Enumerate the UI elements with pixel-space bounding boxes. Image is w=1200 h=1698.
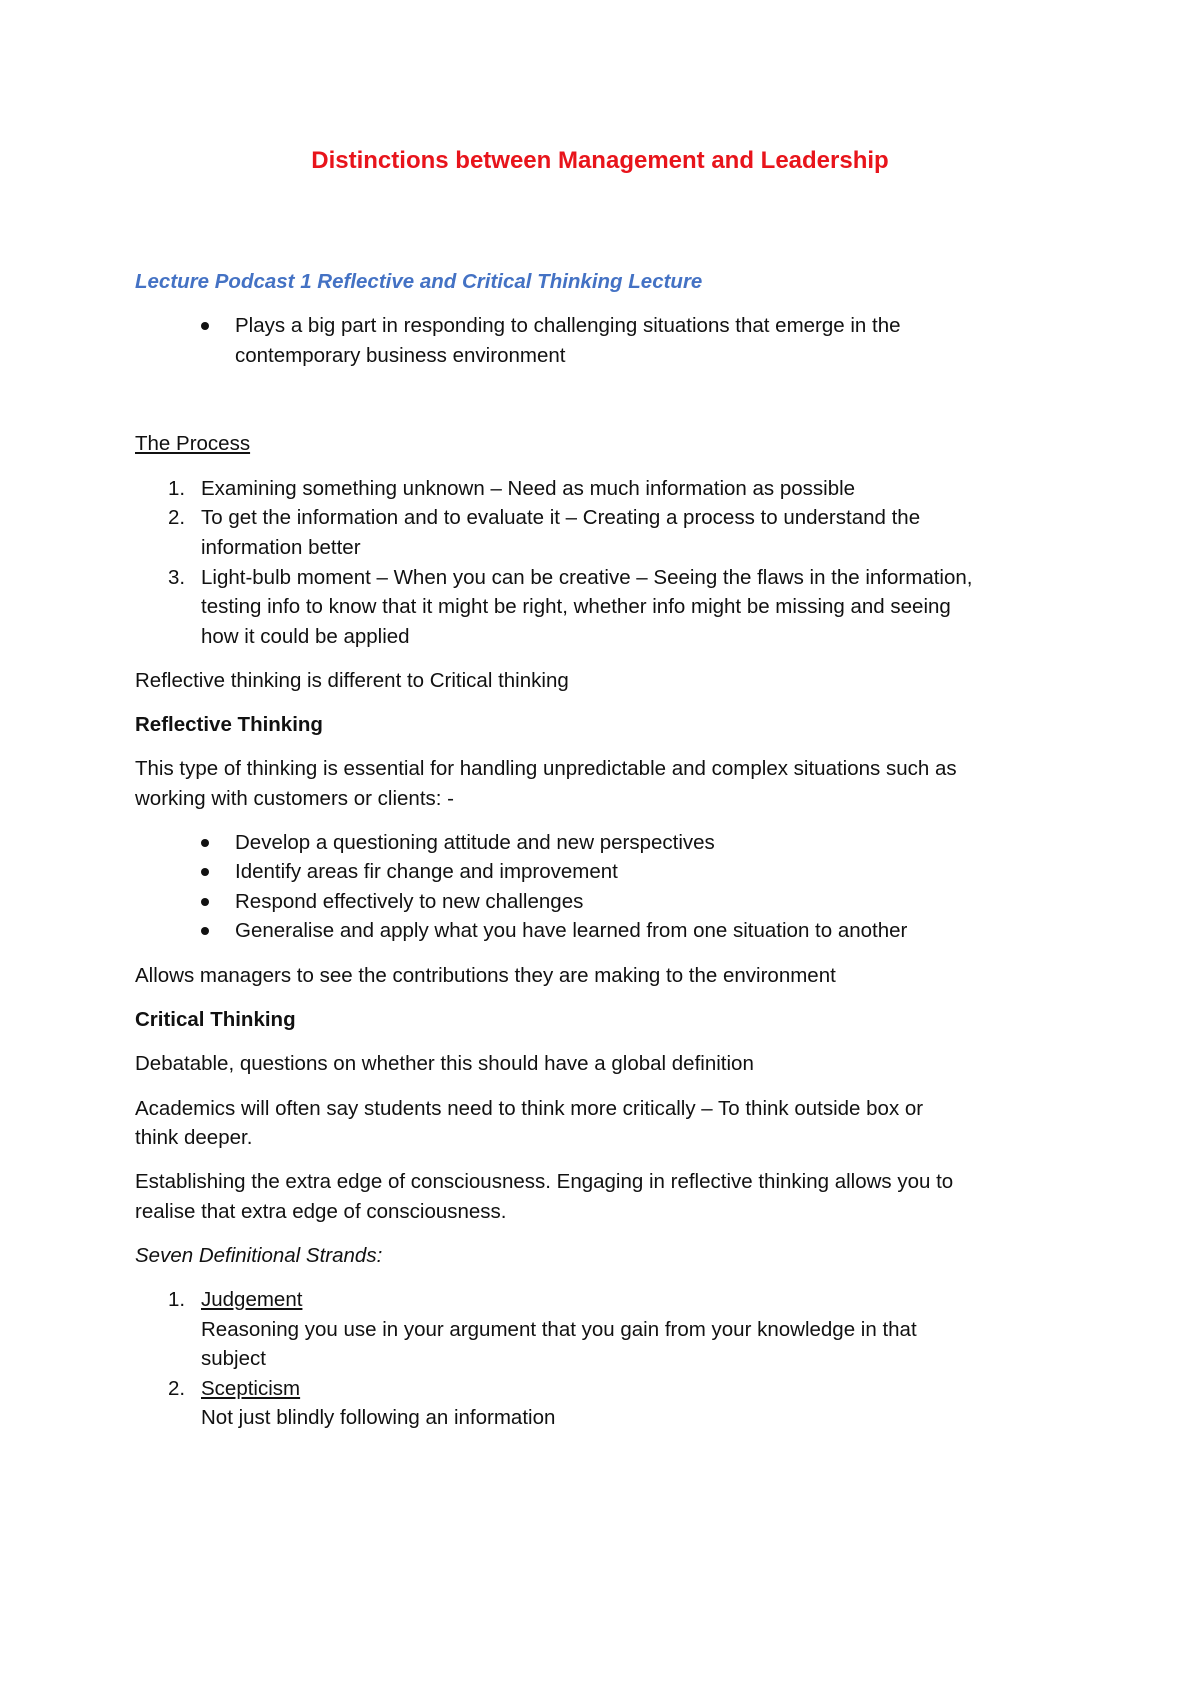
strand-term: Judgement	[201, 1288, 303, 1311]
paragraph-line: Academics will often say students need to think more critically – To think outside box or	[135, 1097, 924, 1120]
list-number: 2.	[168, 1377, 186, 1400]
paragraph-line: working with customers or clients: -	[135, 787, 454, 810]
list-number: 1.	[168, 477, 186, 500]
list-number: 2.	[168, 506, 186, 529]
paragraph-line: This type of thinking is essential for handling unpredictable and complex situations such as	[135, 757, 957, 780]
paragraph-line: think deeper.	[135, 1126, 253, 1149]
reflective-bullet: Identify areas fir change and improvement	[235, 860, 618, 883]
list-number: 1.	[168, 1288, 186, 1311]
strand-term: Scepticism	[201, 1377, 301, 1400]
bullet-icon	[201, 868, 209, 876]
lecture-heading: Lecture Podcast 1 Reflective and Critical Thinking Lecture	[135, 270, 703, 293]
paragraph: Allows managers to see the contributions they are making to the environment	[135, 964, 836, 987]
process-item-line: information better	[201, 536, 361, 559]
bullet-icon	[201, 839, 209, 847]
process-item-line: Examining something unknown – Need as much information as possible	[201, 477, 856, 500]
bullet-icon	[201, 898, 209, 906]
bullet-icon	[201, 322, 209, 330]
intro-bullet-line: contemporary business environment	[235, 344, 566, 367]
paragraph: Reflective thinking is different to Critical thinking	[135, 669, 569, 692]
strand-line: Not just blindly following an information	[201, 1406, 556, 1429]
reflective-bullet: Develop a questioning attitude and new perspectives	[235, 831, 715, 854]
paragraph-line: Establishing the extra edge of consciousness. Engaging in reflective thinking allows you to	[135, 1170, 954, 1193]
paragraph-line: realise that extra edge of consciousness.	[135, 1200, 507, 1223]
intro-bullet-line: Plays a big part in responding to challenging situations that emerge in the	[235, 314, 901, 337]
reflective-heading: Reflective Thinking	[135, 713, 323, 736]
bullet-icon	[201, 927, 209, 935]
strands-heading: Seven Definitional Strands:	[135, 1244, 383, 1267]
reflective-bullet: Respond effectively to new challenges	[235, 890, 584, 913]
paragraph: Debatable, questions on whether this should have a global definition	[135, 1052, 754, 1075]
reflective-bullet: Generalise and apply what you have learned from one situation to another	[235, 919, 908, 942]
page-title: Distinctions between Management and Leadership	[311, 147, 889, 174]
process-item-line: how it could be applied	[201, 625, 410, 648]
process-item-line: testing info to know that it might be right, whether info might be missing and seeing	[201, 595, 951, 618]
strand-line: subject	[201, 1347, 266, 1370]
list-number: 3.	[168, 566, 186, 589]
strand-line: Reasoning you use in your argument that you gain from your knowledge in that	[201, 1318, 917, 1341]
process-heading: The Process	[135, 432, 251, 455]
critical-heading: Critical Thinking	[135, 1008, 296, 1031]
process-item-line: To get the information and to evaluate it – Creating a process to understand the	[201, 506, 921, 529]
process-item-line: Light-bulb moment – When you can be creative – Seeing the flaws in the information,	[201, 566, 973, 589]
